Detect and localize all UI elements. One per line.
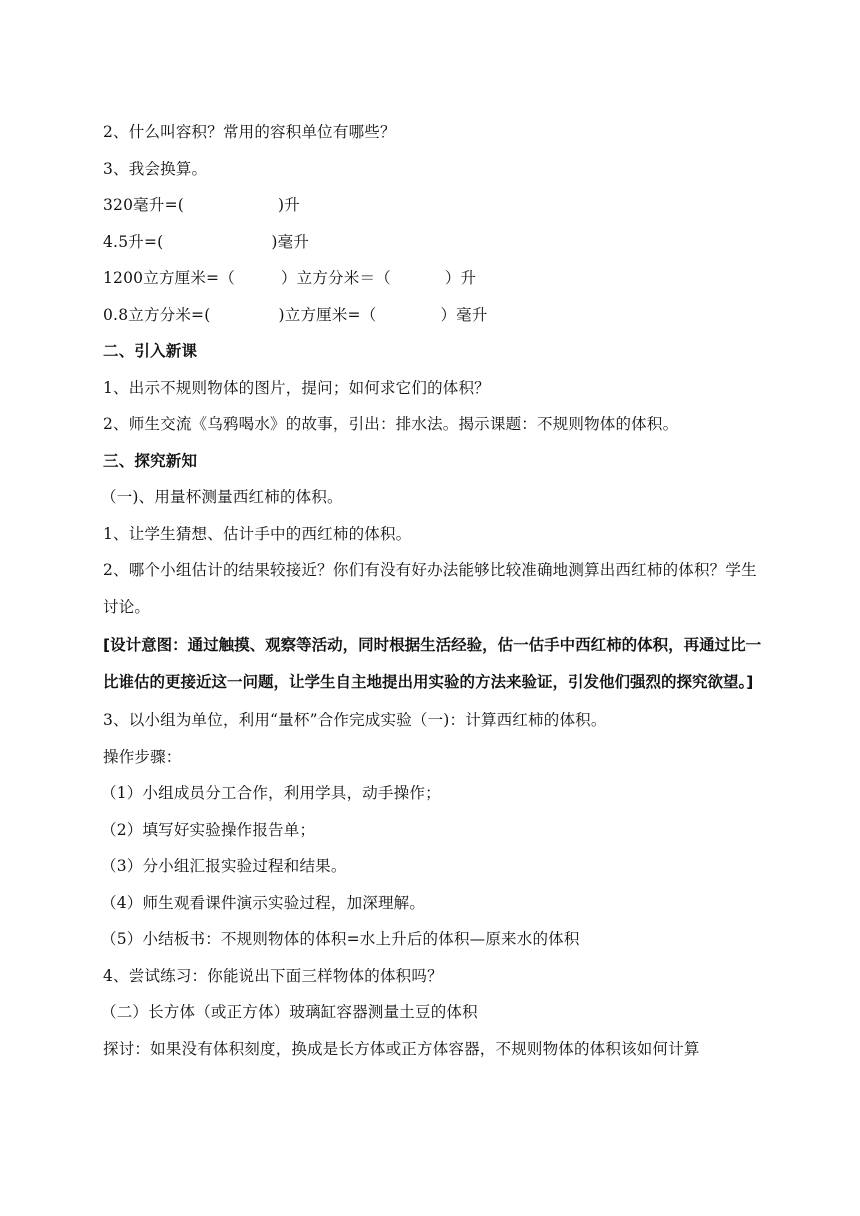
conversion-line-1 xyxy=(103,187,771,224)
part-1-paragraph-2: 2、哪个小组估计的结果较接近？你们有没有好办法能够比较准确地测算出西红柿的体积？学生讨论。 xyxy=(103,561,757,616)
step-3: （3）分小组汇报实验过程和结果。 xyxy=(101,857,347,875)
section-2-heading: 二、引入新课 xyxy=(103,342,198,360)
question-capacity: 2、什么叫容积？常用的容积单位有哪些？ xyxy=(103,123,396,141)
conversion-3-left: 1200立方厘米=（ xyxy=(103,269,235,287)
part-1-paragraph-1: 1、让学生猜想、估计手中的西红柿的体积。 xyxy=(103,524,412,543)
conversion-line-3 xyxy=(103,260,771,297)
part-1-paragraph-3: 3、以小组为单位，利用“量杯”合作完成实验（一)：计算西红柿的体积。 xyxy=(103,711,607,729)
step-1: （1）小组成员分工合作，利用学具，动手操作； xyxy=(101,784,441,802)
question-conversion: 3、我会换算。 xyxy=(103,159,208,178)
conversion-1-right: )升 xyxy=(278,196,300,214)
section-2-paragraph-2: 2、师生交流《乌鸦喝水》的故事，引出：排水法。揭示课题：不规则物体的体积。 xyxy=(103,415,679,433)
steps-heading: 操作步骤： xyxy=(103,747,182,766)
conversion-4-mid: )立方厘米=（ xyxy=(278,305,377,324)
conversion-line-2 xyxy=(103,224,771,261)
section-2-paragraph-1: 1、出示不规则物体的图片，提问；如何求它们的体积？ xyxy=(103,378,490,397)
conversion-line-4 xyxy=(103,297,771,334)
part-2-heading: （二）长方体（或正方体）玻璃缸容器测量土豆的体积 xyxy=(101,1003,478,1021)
conversion-3-right: ）升 xyxy=(444,269,477,287)
conversion-3-mid: ）立方分米＝（ xyxy=(280,269,391,287)
section-3-heading: 三、探究新知 xyxy=(103,451,198,470)
part-1-heading: （一)、用量杯测量西红柿的体积。 xyxy=(101,488,343,506)
step-2: （2）填写好实验操作报告单； xyxy=(101,820,316,839)
step-4: （4）师生观看课件演示实验过程，加深理解。 xyxy=(101,893,426,912)
conversion-1-left: 320毫升=( xyxy=(103,196,185,214)
step-5: （5）小结板书：不规则物体的体积=水上升后的体积—原来水的体积 xyxy=(101,930,580,948)
conversion-2-right: )毫升 xyxy=(271,232,310,251)
conversion-4-right: ）毫升 xyxy=(440,305,488,324)
part-2-paragraph-1: 探讨：如果没有体积刻度，换成是长方体或正方体容器，不规则物体的体积该如何计算 xyxy=(103,1039,700,1058)
design-intent-note: [设计意图：通过触摸、观察等活动，同时根据生活经验，估一估手中西红柿的体积，再通过比一比谁估的更接近这一问题，让学生自主地提出用实验的方法来验证，引发他们强烈的探究欲望。] xyxy=(103,636,762,691)
document-body xyxy=(103,114,771,1067)
part-1-paragraph-4: 4、尝试练习：你能说出下面三样物体的体积吗？ xyxy=(103,966,443,985)
conversion-2-left: 4.5升=( xyxy=(103,232,164,251)
conversion-4-left: 0.8立方分米=( xyxy=(103,305,211,324)
